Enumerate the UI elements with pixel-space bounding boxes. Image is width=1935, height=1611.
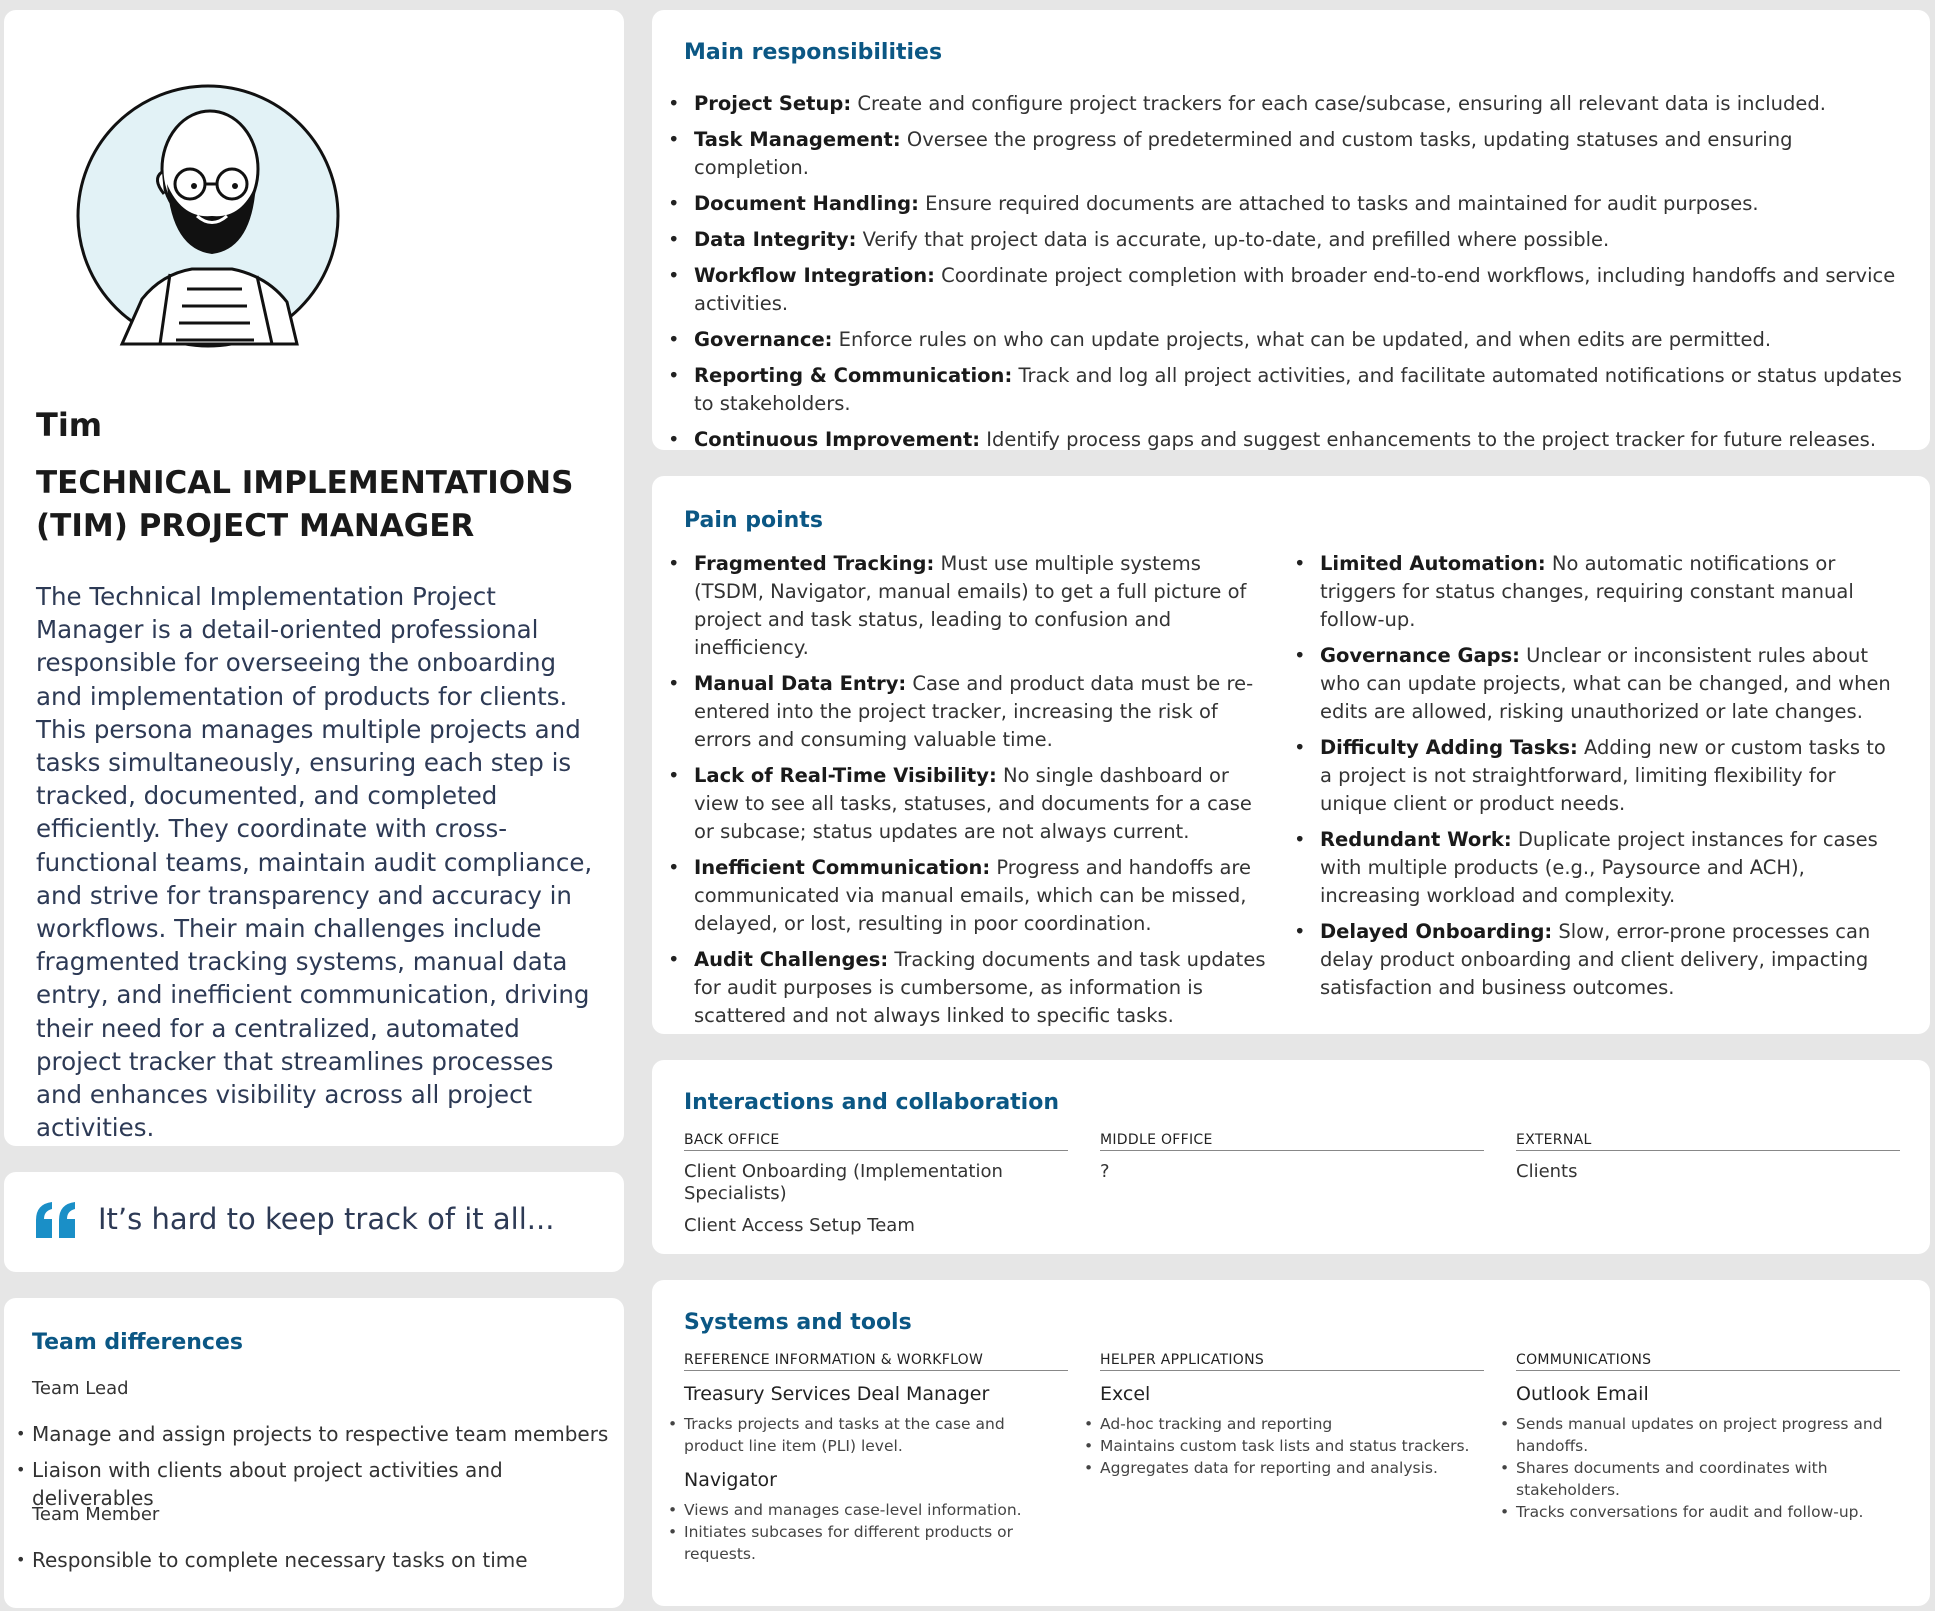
column-item: ?	[1100, 1161, 1110, 1182]
list-item: • Tracks conversations for audit and follow-up.	[1516, 1501, 1900, 1523]
list-item: • Aggregates data for reporting and analysis.	[1100, 1457, 1484, 1479]
column-header: BACK OFFICE	[684, 1132, 1068, 1151]
list-item: • Inefficient Communication: Progress and handoffs are communicated via manual emails, which can be missed, delayed, or lost, resulting in poor coordination.	[662, 854, 1267, 938]
list-item: • Shares documents and coordinates with stakeholders.	[1516, 1457, 1900, 1501]
list-item: • Manage and assign projects to respective team members	[32, 1420, 612, 1448]
tool-bullets	[1100, 1413, 1484, 1479]
responsibilities-card	[652, 10, 1930, 450]
list-item: • Fragmented Tracking: Must use multiple systems (TSDM, Navigator, manual emails) to get a full picture of project and task status, leading to confusion and inefficiency.	[662, 550, 1267, 662]
persona-profile-card	[4, 10, 624, 1146]
systems-column-helper	[1100, 1352, 1484, 1479]
column-header: EXTERNAL	[1516, 1132, 1900, 1151]
list-item: • Limited Automation: No automatic notifications or triggers for status changes, requiring constant manual follow-up.	[1288, 550, 1903, 634]
list-item: • Audit Challenges: Tracking documents and task updates for audit purposes is cumbersome, as information is scattered and not always linked to specific tasks.	[662, 946, 1267, 1030]
column-header: MIDDLE OFFICE	[1100, 1132, 1484, 1151]
tool-name: Treasury Services Deal Manager	[684, 1383, 990, 1405]
persona-avatar	[42, 44, 374, 376]
persona-description: The Technical Implementation Project Manager is a detail-oriented professional responsible for overseeing the onboarding and implementation of products for clients. This persona manages multiple projects and tasks simultaneously, ensuring each step is tracked, documented, and completed efficiently. They coordinate with cross-functional teams, maintain audit compliance, and strive for transparency and accuracy in workflows. Their main challenges include fragmented tracking systems, manual data entry, and inefficient communication, driving their need for a centralized, automated project tracker that streamlines processes and enhances visibility across all project activities.	[36, 582, 593, 1143]
list-item: • Document Handling: Ensure required documents are attached to tasks and maintained for audit purposes.	[662, 190, 1902, 218]
column-item: Client Onboarding (Implementation Specialists)	[684, 1161, 1003, 1204]
list-item: • Difficulty Adding Tasks: Adding new or custom tasks to a project is not straightforward, limiting flexibility for unique client or product needs.	[1288, 734, 1903, 818]
interactions-card	[652, 1060, 1930, 1254]
list-item: • Ad-hoc tracking and reporting	[1100, 1413, 1484, 1435]
list-item: • Initiates subcases for different products or requests.	[684, 1521, 1068, 1565]
list-item: • Maintains custom task lists and status trackers.	[1100, 1435, 1484, 1457]
responsibilities-title: Main responsibilities	[684, 40, 943, 65]
list-item: • Responsible to complete necessary tasks on time	[32, 1546, 612, 1574]
list-item: • Governance: Enforce rules on who can update projects, what can be updated, and when edits are permitted.	[662, 326, 1902, 354]
list-item: • Redundant Work: Duplicate project instances for cases with multiple products (e.g., Paysource and ACH), increasing workload and complexity.	[1288, 826, 1903, 910]
persona-name: Tim	[36, 406, 103, 444]
interactions-column-external	[1516, 1132, 1900, 1183]
list-item: • Governance Gaps: Unclear or inconsistent rules about who can update projects, what can be changed, and when edits are allowed, risking unauthorized or late changes.	[1288, 642, 1903, 726]
interactions-title: Interactions and collaboration	[684, 1090, 1059, 1115]
responsibilities-list	[662, 90, 1902, 462]
quote-icon	[34, 1200, 78, 1240]
column-header: HELPER APPLICATIONS	[1100, 1352, 1484, 1371]
systems-tools-card	[652, 1280, 1930, 1606]
tool-bullets	[684, 1499, 1068, 1565]
systems-column-reference	[684, 1352, 1068, 1565]
tool-name: Outlook Email	[1516, 1383, 1649, 1405]
column-item: Clients	[1516, 1161, 1578, 1182]
team-differences-title: Team differences	[32, 1330, 243, 1355]
tool-name: Navigator	[684, 1469, 777, 1491]
list-item: • Workflow Integration: Coordinate project completion with broader end-to-end workflows, including handoffs and service activities.	[662, 262, 1902, 318]
persona-role: TECHNICAL IMPLEMENTATIONS (TIM) PROJECT MANAGER	[36, 465, 574, 544]
list-item: • Data Integrity: Verify that project data is accurate, up-to-date, and prefilled where possible.	[662, 226, 1902, 254]
quote-card	[4, 1172, 624, 1272]
list-item: • Task Management: Oversee the progress of predetermined and custom tasks, updating statuses and ensuring completion.	[662, 126, 1902, 182]
systems-tools-title: Systems and tools	[684, 1310, 912, 1335]
list-item: • Continuous Improvement: Identify process gaps and suggest enhancements to the project tracker for future releases.	[662, 426, 1902, 454]
list-item: • Manual Data Entry: Case and product data must be re-entered into the project tracker, increasing the risk of errors and consuming valuable time.	[662, 670, 1267, 754]
list-item: • Delayed Onboarding: Slow, error-prone processes can delay product onboarding and client delivery, impacting satisfaction and business outcomes.	[1288, 918, 1903, 1002]
list-item: • Reporting & Communication: Track and log all project activities, and facilitate automated notifications or status updates to stakeholders.	[662, 362, 1902, 418]
team-lead-label: Team Lead	[32, 1378, 129, 1399]
team-member-label: Team Member	[32, 1504, 160, 1525]
systems-column-communications	[1516, 1352, 1900, 1523]
column-header: COMMUNICATIONS	[1516, 1352, 1900, 1371]
column-item: Client Access Setup Team	[684, 1215, 915, 1236]
pain-points-right-list	[1288, 550, 1903, 1010]
pain-points-card	[652, 476, 1930, 1034]
team-member-list	[32, 1546, 612, 1582]
list-item: • Lack of Real-Time Visibility: No single dashboard or view to see all tasks, statuses, and documents for a case or subcase; status updates are not always current.	[662, 762, 1267, 846]
tool-name: Excel	[1100, 1383, 1151, 1405]
interactions-column-middle-office	[1100, 1132, 1484, 1183]
tool-bullets	[1516, 1413, 1900, 1523]
quote-text: It’s hard to keep track of it all...	[98, 1202, 555, 1236]
team-differences-card	[4, 1298, 624, 1608]
list-item: • Liaison with clients about project activities and deliverables	[32, 1456, 612, 1512]
pain-points-title: Pain points	[684, 508, 823, 533]
list-item: • Views and manages case-level information.	[684, 1499, 1068, 1521]
list-item: • Tracks projects and tasks at the case and product line item (PLI) level.	[684, 1413, 1068, 1457]
interactions-column-back-office	[684, 1132, 1068, 1237]
column-header: REFERENCE INFORMATION & WORKFLOW	[684, 1352, 1068, 1371]
list-item: • Sends manual updates on project progress and handoffs.	[1516, 1413, 1900, 1457]
tool-bullets	[684, 1413, 1068, 1457]
list-item: • Project Setup: Create and configure project trackers for each case/subcase, ensuring all relevant data is included.	[662, 90, 1902, 118]
pain-points-left-list	[662, 550, 1267, 1038]
